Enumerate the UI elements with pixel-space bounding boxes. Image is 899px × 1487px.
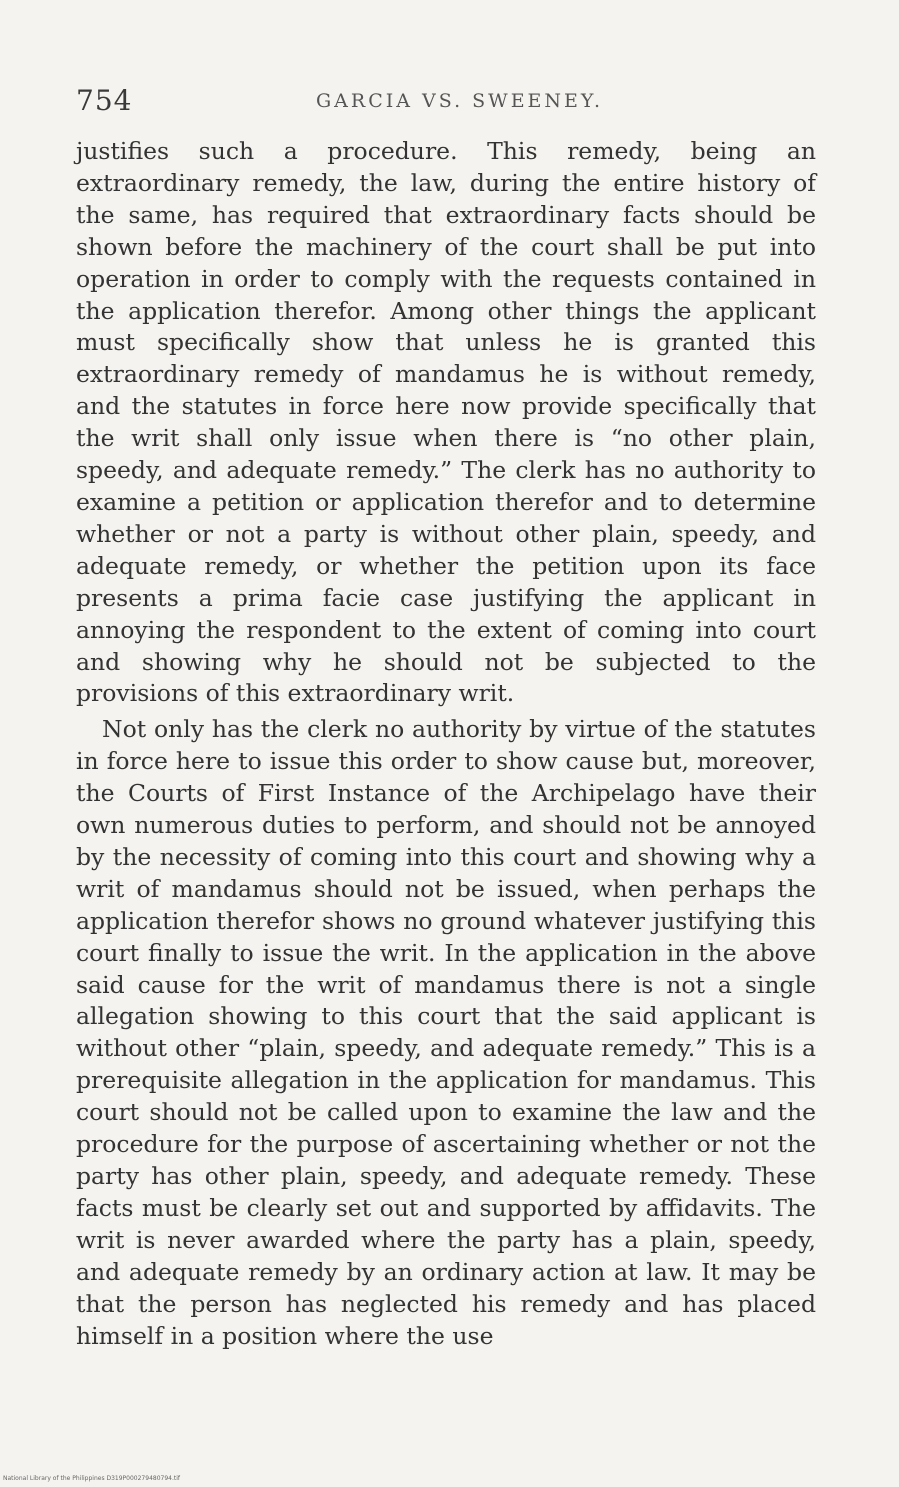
paragraph-2: Not only has the clerk no authority by virtue of the statutes in force here to issue this order to show cause but, moreover, the Courts of First Instance of the Archipelago have their own numerous duties to perform, and should not be annoyed by the necessity of coming into this court and showing why a writ of mandamus should not be issued, when perhaps the application therefor shows no ground whatever justifying this court finally to issue the writ. In the application in the above said cause for the writ of mandamus there is not a single allegation showing to this court that the said applicant is without other “plain, speedy, and adequate remedy.” This is a prerequisite allegation in the application for mandamus. This court should not be called upon to examine the law and the procedure for the purpose of ascertaining whether or not the party has other plain, speedy, and adequate remedy. These facts must be clearly set out and supported by affidavits. The writ is never awarded where the party has a plain, speedy, and adequate remedy by an ordinary action at law. It may be that the person has neglected his remedy and has placed himself in a position where the use xyxy=(76,715,816,1350)
paragraph-1: justifies such a procedure. This remedy, being an extraordinary remedy, the law, during the entire history of the same, has required that extraordinary facts should be shown before the machinery of the court shall be put into operation in order to comply with the requests contained in the application therefor. Among other things the applicant must specifically show that unless he is granted this extraordinary remedy of mandamus he is without remedy, and the statutes in force here now provide specifically that the writ shall only issue when there is “no other plain, speedy, and adequate remedy.” The clerk has no authority to examine a petition or application therefor and to determine whether or not a party is without other plain, speedy, and adequate remedy, or whether the petition upon its face presents a prima facie case justifying the applicant in annoying the respondent to the extent of coming into court and showing why he should not be subjected to the provisions of this extraordinary writ. xyxy=(76,137,816,708)
running-head xyxy=(76,84,816,124)
running-title: GARCIA VS. SWEENEY. xyxy=(316,90,604,112)
source-footer: National Library of the Philippines D319P000279480794.tif xyxy=(3,1475,181,1482)
body-text xyxy=(76,136,816,1352)
page-number: 754 xyxy=(76,84,133,117)
